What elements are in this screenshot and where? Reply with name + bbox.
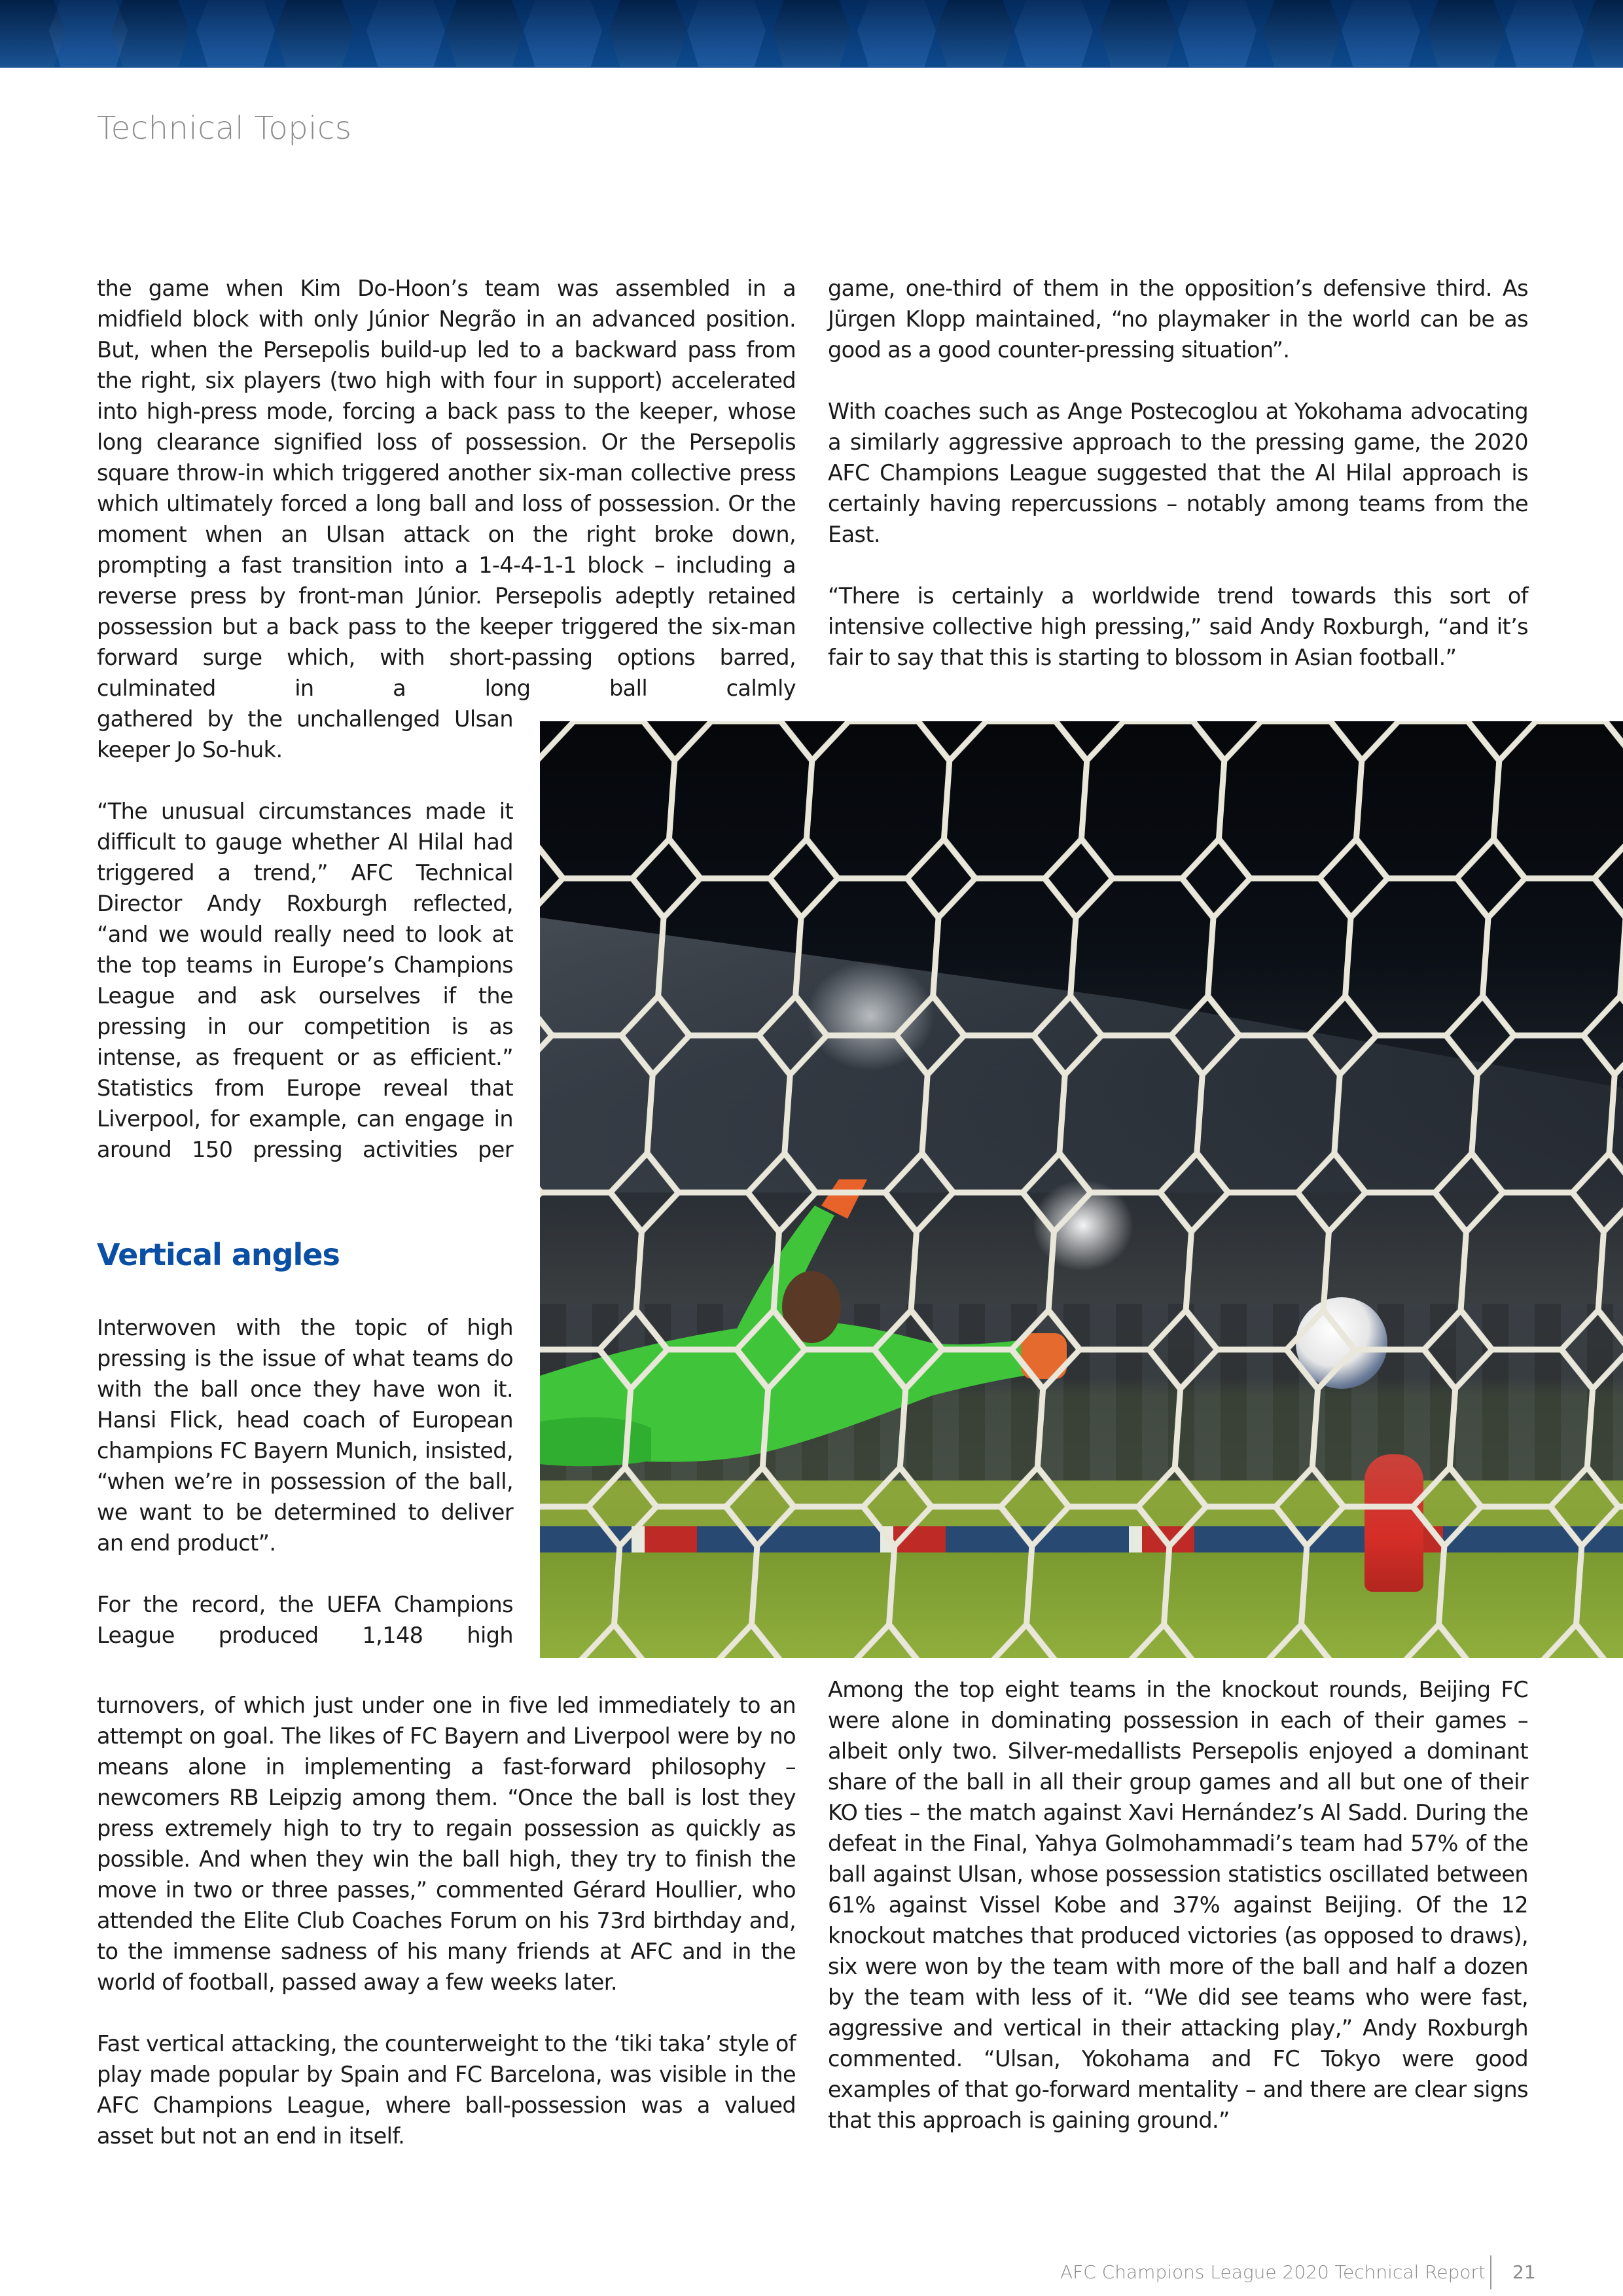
header-pattern-facet xyxy=(1178,0,1257,68)
page-number: 21 xyxy=(1512,2261,1536,2283)
header-pattern-facet xyxy=(1342,0,1420,68)
left-column-narrow xyxy=(97,704,513,1165)
header-pattern-facet xyxy=(1099,0,1178,68)
section-heading-vertical-angles: Vertical angles xyxy=(97,1237,340,1272)
header-pattern-facet xyxy=(936,0,1014,68)
paragraph-ulsan-keeper: gathered by the unchallenged Ulsan keeper Jo So-huk. xyxy=(97,706,513,762)
header-pattern-facet xyxy=(609,0,687,68)
header-pattern-facet xyxy=(445,0,524,68)
header-pattern-facet xyxy=(1505,0,1584,68)
paragraph-hansi-flick: Interwoven with the topic of high pressing is the issue of what teams do with the ball once they have won it. Hansi Flick, head coach of European champions FC Bayern Munich, insisted, “when we’re in possession of the ball, we want to be determined to deliver an end product”. xyxy=(97,1315,513,1556)
header-pattern-facet xyxy=(524,0,602,68)
goal-net-overlay xyxy=(540,721,1623,1658)
header-pattern-facet xyxy=(857,0,936,68)
header-pattern-facet xyxy=(275,0,353,68)
right-column-bottom xyxy=(828,1674,1528,2136)
goalkeeper-dive-photo xyxy=(540,721,1623,1658)
header-pattern-facet xyxy=(366,0,445,68)
header-pattern-facet xyxy=(1014,0,1093,68)
header-pattern-facet xyxy=(1427,0,1505,68)
header-pattern-facet xyxy=(772,0,851,68)
header-pattern-facet xyxy=(111,0,190,68)
section-label: Technical Topics xyxy=(97,110,352,147)
paragraph-postecoglou: With coaches such as Ange Postecoglou at Yokohama advocating a similarly aggressive approach to the pressing game, the 2020 AFC Champions League suggested that the Al Hilal approach is certainly having repercussions – notably among teams from the East. xyxy=(828,399,1528,547)
paragraph-persepolis-press: the game when Kim Do-Hoon’s team was assembled in a midfield block with only Júnior Negrão in an advanced position. But, when the Persepolis build-up led to a backward pass from the right, six players (two high with four in support) accelerated into high-press mode, forcing a back pass to the keeper, whose long clearance signified loss of possession. Or the Persepolis square throw-in which triggered another six-man collective press which ultimately forced a long ball and loss of possession. Or the moment when an Ulsan attack on the right broke down, prompting a fast transition into a 1-4-4-1-1 block – including a reverse press by front-man Júnior. Persepolis adeptly retained possession but a back pass to the keeper triggered the six-man forward surge which, with short-passing options barred, culminated in a long ball calmly xyxy=(97,276,796,701)
paragraph-fast-vertical-attacking: Fast vertical attacking, the counterweight to the ‘tiki taka’ style of play made popular by Spain and FC Barcelona, was visible in the AFC Champions League, where ball-possession was a valued asset but not an end in itself. xyxy=(97,2031,796,2149)
right-column-top xyxy=(828,273,1528,673)
header-pattern-facet xyxy=(687,0,766,68)
header-pattern-facet xyxy=(196,0,275,68)
left-column-bottom xyxy=(97,1690,796,2151)
paragraph-worldwide-trend: “There is certainly a worldwide trend towards this sort of intensive collective high pressing,” said Andy Roxburgh, “and it’s fair to say that this is starting to blossom in Asian football.” xyxy=(828,583,1528,670)
footer-report-title: AFC Champions League 2020 Technical Report xyxy=(1060,2261,1486,2283)
paragraph-klopp: game, one-third of them in the opposition’s defensive third. As Jürgen Klopp maintained, “no playmaker in the world can be as good as a good counter-pressing situation”. xyxy=(828,276,1528,363)
header-band xyxy=(0,0,1623,68)
footer-divider xyxy=(1490,2255,1491,2289)
left-column-flick xyxy=(97,1312,513,1651)
left-column-top xyxy=(97,273,796,704)
header-pattern-facet xyxy=(1584,0,1623,68)
header-pattern-facet xyxy=(1263,0,1342,68)
paragraph-possession-stats: Among the top eight teams in the knockout rounds, Beijing FC were alone in dominating possession in each of their games – albeit only two. Silver-medallists Persepolis enjoyed a dominant share of the ball in all their group games and all but one of their KO ties – the match against Xavi Hernández’s Al Sadd. During the defeat in the Final, Yahya Golmohammadi’s team had 57% of the ball against Ulsan, whose possession statistics oscillated between 61% against Vissel Kobe and 37% against Beijing. Of the 12 knockout matches that produced victories (as opposed to draws), six were won by the team with more of the ball and half a dozen by the team with less of it. “We did see teams who were fast, aggressive and vertical in their attacking play,” Andy Roxburgh commented. “Ulsan, Yokohama and FC Tokyo were good examples of that go-forward mentality – and there are clear signs that this approach is gaining ground.” xyxy=(828,1677,1528,2133)
paragraph-uefa-record-continued: turnovers, of which just under one in five led immediately to an attempt on goal. The likes of FC Bayern and Liverpool were by no means alone in implementing a fast-forward philosophy – newcomers RB Leipzig among them. “Once the ball is lost they press extremely high to try to regain possession as quickly as possible. And when they win the ball high, they try to finish the move in two or three passes,” commented Gérard Houllier, who attended the Elite Club Coaches Forum on his 73rd birthday and, to the immense sadness of his many friends at AFC and in the world of football, passed away a few weeks later. xyxy=(97,1693,796,1995)
paragraph-roxburgh-quote: “The unusual circumstances made it difficult to gauge whether Al Hilal had triggered a trend,” AFC Technical Director Andy Roxburgh reflected, “and we would really need to look at the top teams in Europe’s Champions League and ask ourselves if the pressing in our competition is as intense, as frequent or as efficient.” Statistics from Europe reveal that Liverpool, for example, can engage in around 150 pressing activities per xyxy=(97,798,513,1162)
paragraph-uefa-record-start: For the record, the UEFA Champions League produced 1,148 high xyxy=(97,1592,513,1648)
